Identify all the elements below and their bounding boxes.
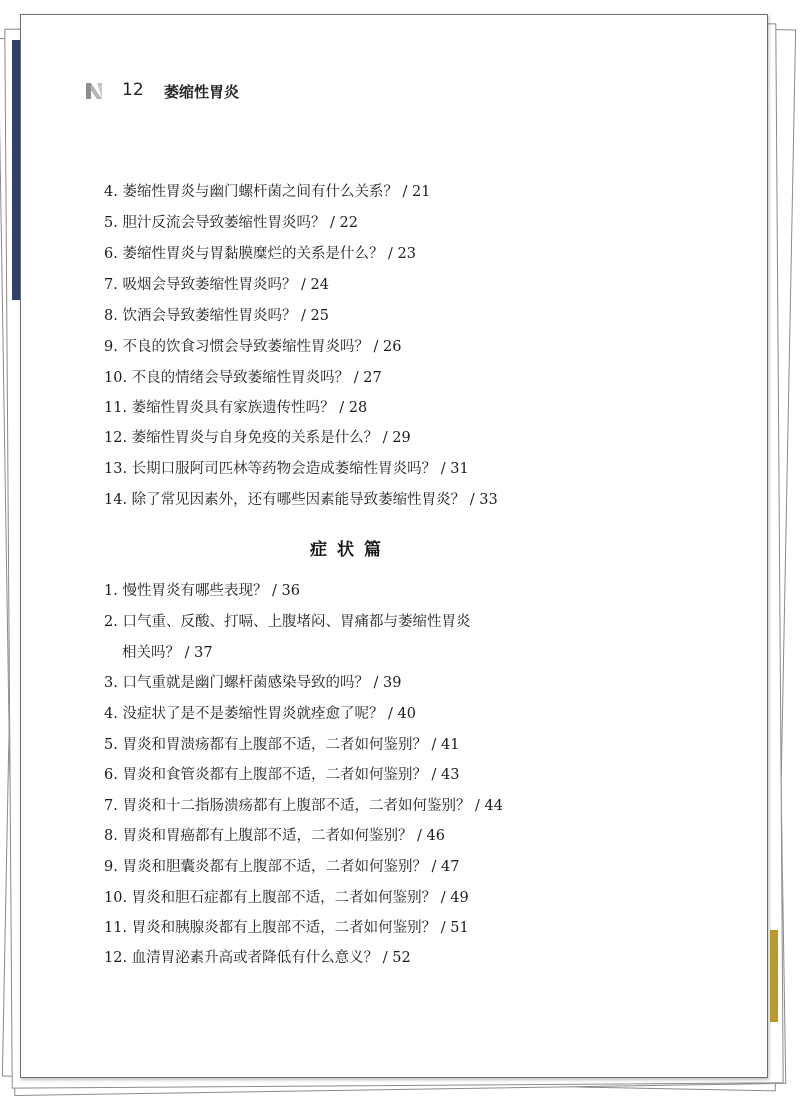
toc-entry: 7. 吸烟会导致萎缩性胃炎吗？ / 24 <box>104 277 329 293</box>
toc-entry: 6. 萎缩性胃炎与胃黏膜糜烂的关系是什么？ / 23 <box>104 246 416 262</box>
toc-entry: 1. 慢性胃炎有哪些表现？ / 36 <box>104 583 300 599</box>
toc-entry: 14. 除了常见因素外，还有哪些因素能导致萎缩性胃炎？ / 33 <box>104 492 498 508</box>
section-heading: 症状篇 <box>310 540 391 560</box>
toc-entry: 11. 胃炎和胰腺炎都有上腹部不适，二者如何鉴别？ / 51 <box>104 920 469 936</box>
toc-entry: 6. 胃炎和食管炎都有上腹部不适，二者如何鉴别？ / 43 <box>104 767 460 783</box>
toc-entry: 10. 胃炎和胆石症都有上腹部不适，二者如何鉴别？ / 49 <box>104 890 469 906</box>
toc-entry: 2. 口气重、反酸、打嗝、上腹堵闷、胃痛都与萎缩性胃炎 <box>104 614 471 630</box>
toc-entry: 12. 萎缩性胃炎与自身免疫的关系是什么？ / 29 <box>104 430 411 446</box>
toc-entry: 11. 萎缩性胃炎具有家族遗传性吗？ / 28 <box>104 400 368 416</box>
toc-entry: 5. 胃炎和胃溃疡都有上腹部不适，二者如何鉴别？ / 41 <box>104 737 460 753</box>
running-title: 萎缩性胃炎 <box>164 83 240 101</box>
toc-entry: 8. 胃炎和胃癌都有上腹部不适，二者如何鉴别？ / 46 <box>104 828 445 844</box>
toc-entry-continuation: 相关吗？ / 37 <box>122 645 213 661</box>
toc-entry: 3. 口气重就是幽门螺杆菌感染导致的吗？ / 39 <box>104 675 402 691</box>
toc-entry: 10. 不良的情绪会导致萎缩性胃炎吗？ / 27 <box>104 370 382 386</box>
toc-entry: 4. 萎缩性胃炎与幽门螺杆菌之间有什么关系？ / 21 <box>104 184 431 200</box>
cover-edge <box>12 40 20 300</box>
toc-entry: 9. 不良的饮食习惯会导致萎缩性胃炎吗？ / 26 <box>104 339 402 355</box>
corner-mark-icon <box>86 83 102 99</box>
toc-entry: 5. 胆汁反流会导致萎缩性胃炎吗？ / 22 <box>104 215 358 231</box>
toc-entry: 4. 没症状了是不是萎缩性胃炎就痊愈了呢？ / 40 <box>104 706 416 722</box>
toc-entry: 12. 血清胃泌素升高或者降低有什么意义？ / 52 <box>104 950 411 966</box>
toc-entry: 9. 胃炎和胆囊炎都有上腹部不适，二者如何鉴别？ / 47 <box>104 859 460 875</box>
page-number: 12 <box>122 80 144 100</box>
cover-edge <box>770 930 778 1022</box>
toc-entry: 8. 饮酒会导致萎缩性胃炎吗？ / 25 <box>104 308 329 324</box>
toc-entry: 13. 长期口服阿司匹林等药物会造成萎缩性胃炎吗？ / 31 <box>104 461 469 477</box>
toc-entry: 7. 胃炎和十二指肠溃疡都有上腹部不适，二者如何鉴别？ / 44 <box>104 798 503 814</box>
